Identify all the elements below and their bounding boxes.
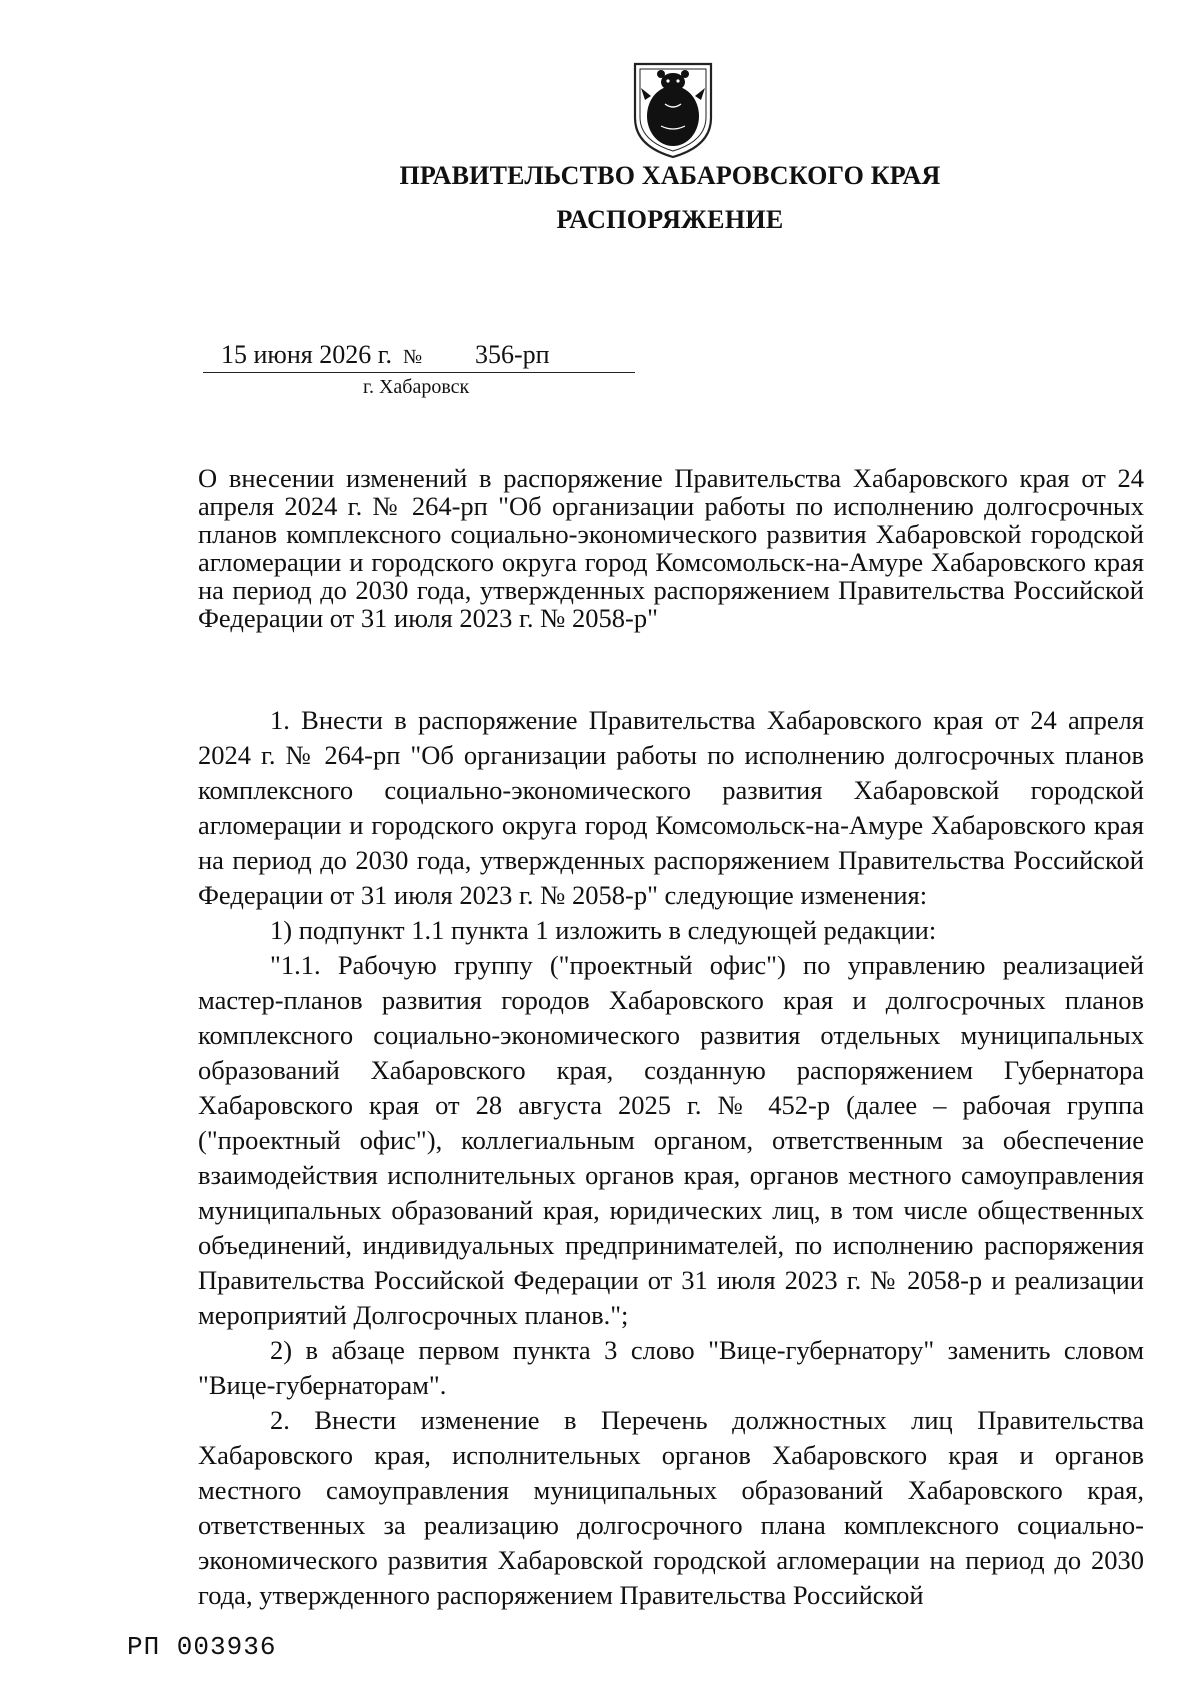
document-type-title: РАСПОРЯЖЕНИЕ bbox=[556, 205, 784, 234]
paragraph-1-subitem-1: 1) подпункт 1.1 пункта 1 изложить в следующей редакции: bbox=[270, 915, 937, 945]
paragraph-2: 2. Внести изменение в Перечень должностных лиц Правительства Хабаровского края, исполнительных органов Хабаровского края и органов местного самоуправления муниципальных образований Хабаровского края, ответственных за реализацию долгосрочного плана комплексного социально-экономического развития Хабаровской городской агломерации на период до 2030 года, утвержденного распоряжением Правительства Российской bbox=[198, 1405, 1144, 1610]
issue-city: г. Хабаровск bbox=[363, 376, 470, 398]
document-body bbox=[198, 703, 1144, 1613]
document-number: 356-рп bbox=[475, 340, 550, 369]
document-date: 15 июня 2026 г. bbox=[221, 340, 392, 369]
paragraph-1-subitem-2: 2) в абзаце первом пункта 3 слово "Вице-губернатору" заменить словом "Вице-губернаторам". bbox=[198, 1335, 1144, 1400]
paragraph-1-1-text: "1.1. Рабочую группу ("проектный офис") по управлению реализацией мастер-планов развития городов Хабаровского края и долгосрочных планов комплексного социально-экономического развития отдельных муниципальных образований Хабаровского края, созданную распоряжением Губернатора Хабаровского края от 28 августа 2025 г. № 452-р (далее – рабочая группа ("проектный офис"), коллегиальным органом, ответственным за обеспечение взаимодействия исполнительных органов края, органов местного самоуправления муниципальных образований края, юридических лиц, в том числе общественных объединений, индивидуальных предпринимателей, по исполнению распоряжения Правительства Российской Федерации от 31 июля 2023 г. № 2058-р и реализации мероприятий Долгосрочных планов."; bbox=[198, 950, 1144, 1330]
coat-of-arms-icon bbox=[631, 60, 715, 160]
registration-line bbox=[203, 340, 635, 373]
organization-title: ПРАВИТЕЛЬСТВО ХАБАРОВСКОГО КРАЯ bbox=[399, 161, 941, 190]
number-sign: № bbox=[403, 346, 423, 368]
document-subject: О внесении изменений в распоряжение Правительства Хабаровского края от 24 апреля 2024 г. № 264-рп "Об организации работы по исполнению долгосрочных планов комплексного социально-экономического развития Хабаровской городской агломерации и городского округа город Комсомольск-на-Амуре Хабаровского края на период до 2030 года, утвержденных распоряжением Правительства Российской Федерации от 31 июля 2023 г. № 2058-р" bbox=[198, 463, 1144, 633]
form-serial-code: РП 003936 bbox=[127, 1632, 277, 1662]
paragraph-1: 1. Внести в распоряжение Правительства Хабаровского края от 24 апреля 2024 г. № 264-рп "Об организации работы по исполнению долгосрочных планов комплексного социально-экономического развития Хабаровской городской агломерации и городского округа город Комсомольск-на-Амуре Хабаровского края на период до 2030 года, утвержденных распоряжением Правительства Российской Федерации от 31 июля 2023 г. № 2058-р" следующие изменения: bbox=[198, 705, 1144, 910]
